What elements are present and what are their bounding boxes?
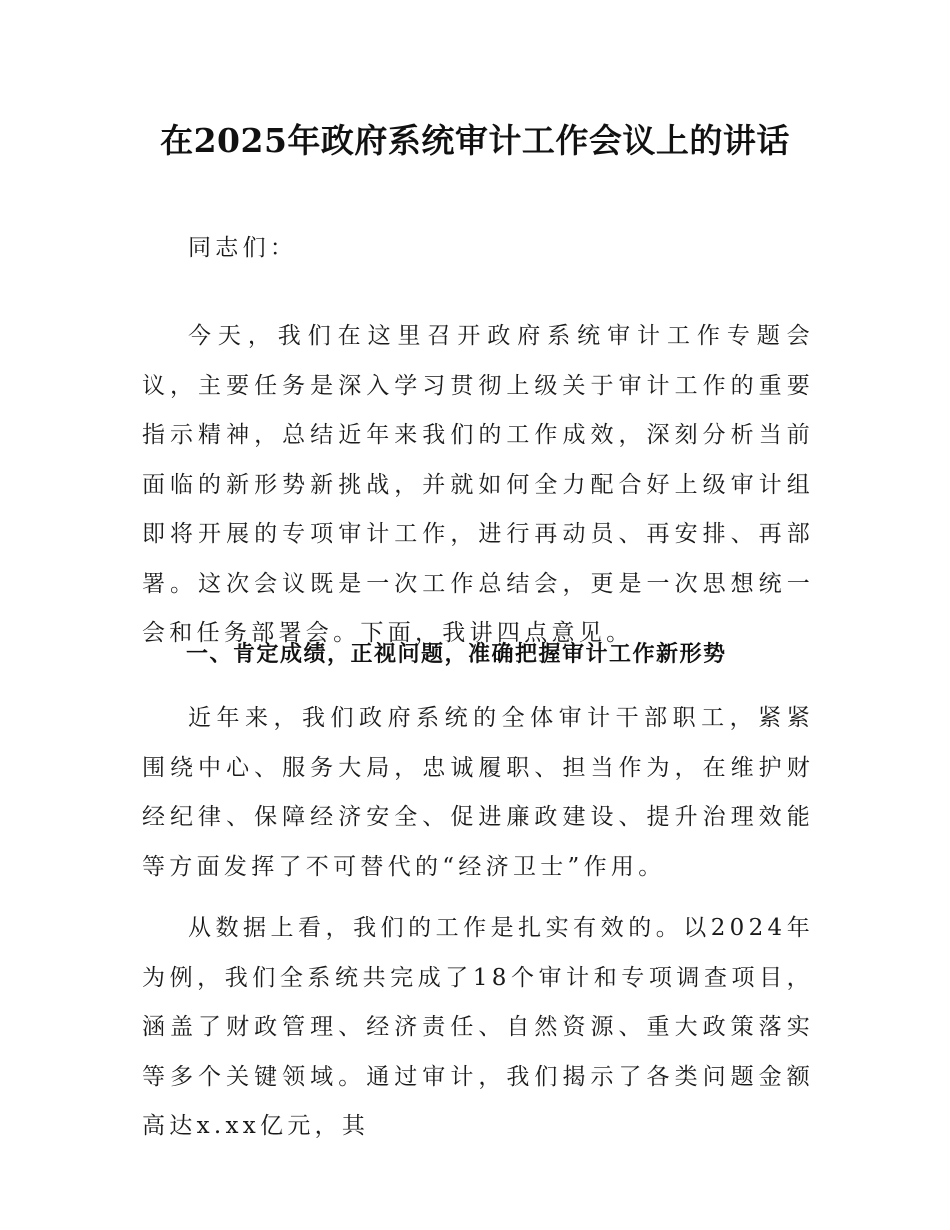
section-heading-1: 一、肯定成绩，正视问题，准确把握审计工作新形势 [186, 642, 727, 667]
paragraph-data: 从数据上看，我们的工作是扎实有效的。以2024年为例，我们全系统共完成了18个审计和专项调查项目，涵盖了财政管理、经济责任、自然资源、重大政策落实等多个关键领域。通过审计，我们揭示了各类问题金额高达x.xx亿元，其 [142, 915, 814, 1139]
salutation: 同志们： [188, 235, 298, 261]
document-title: 在2025年政府系统审计工作会议上的讲话 [160, 121, 790, 160]
paragraph-achievements: 近年来，我们政府系统的全体审计干部职工，紧紧围绕中心、服务大局，忠诚履职、担当作为，在维护财经纪律、保障经济安全、促进廉政建设、提升治理效能等方面发挥了不可替代的“经济卫士”作用。 [142, 705, 814, 880]
paragraph-intro: 今天，我们在这里召开政府系统审计工作专题会议，主要任务是深入学习贯彻上级关于审计工作的重要指示精神，总结近年来我们的工作成效，深刻分析当前面临的新形势新挑战，并就如何全力配合好上级审计组即将开展的专项审计工作，进行再动员、再安排、再部署。这次会议既是一次工作总结会，更是一次思想统一会和任务部署会。下面，我讲四点意见。 [142, 323, 814, 646]
